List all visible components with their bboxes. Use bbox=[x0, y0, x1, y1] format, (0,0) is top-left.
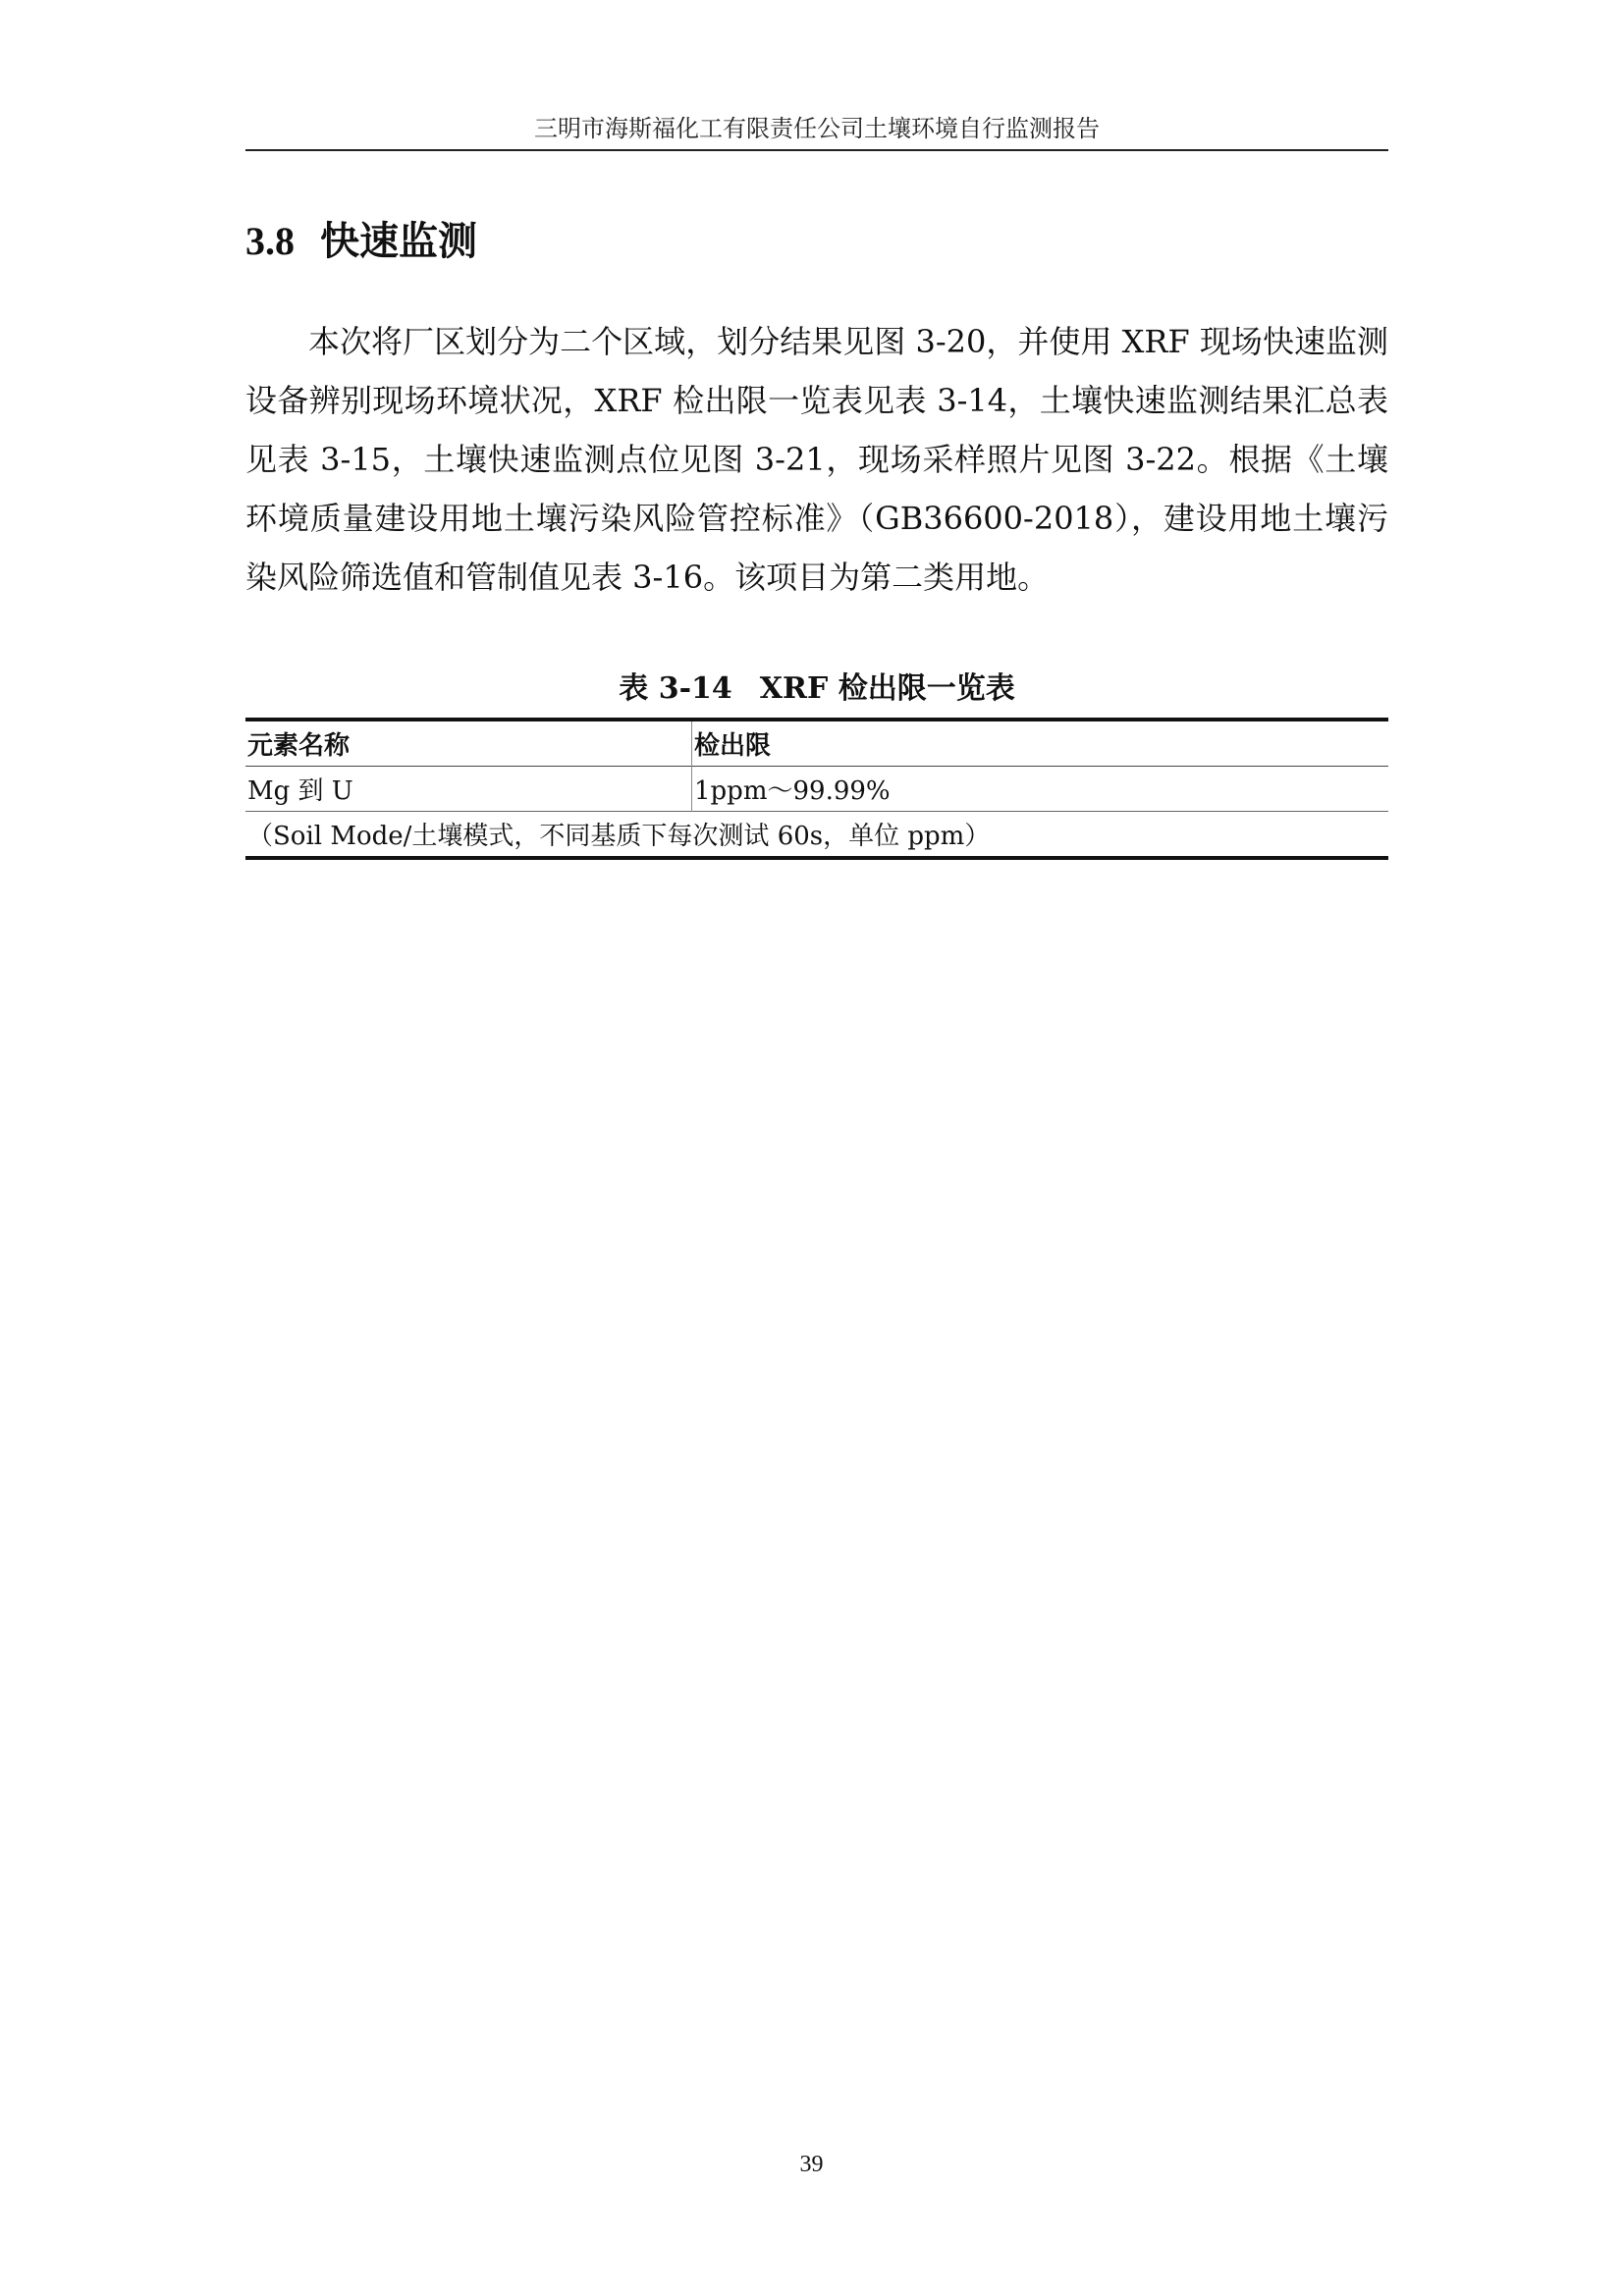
table-caption-title: XRF 检出限一览表 bbox=[759, 671, 1015, 706]
page-header bbox=[245, 108, 1388, 151]
table-note: （Soil Mode/土壤模式，不同基质下每次测试 60s，单位 ppm） bbox=[247, 822, 991, 851]
table-header-row bbox=[245, 720, 1388, 767]
section-title: 快速监测 bbox=[320, 218, 477, 264]
header-detection-limit: 检出限 bbox=[694, 731, 772, 761]
table-caption-label: 表 3-14 bbox=[619, 671, 732, 706]
page-number: 39 bbox=[799, 2152, 824, 2177]
section-heading bbox=[245, 214, 477, 269]
body-paragraph: 本次将厂区划分为二个区域，划分结果见图 3-20，并使用 XRF 现场快速监测设备辨别现场环境状况，XRF 检出限一览表见表 3-14，土壤快速监测结果汇总表见表 3-15，土壤快速监测点位见图 3-21，现场采样照片见图 3-22。根据《土壤环境质量建设用地土壤污染风险管控标准》（GB36600-2018），建设用地土壤污染风险筛选值和管制值见表 3-16。该项目为第二类用地。 bbox=[245, 323, 1388, 596]
section-number: 3.8 bbox=[245, 219, 295, 263]
table-caption bbox=[245, 667, 1388, 711]
report-title: 三明市海斯福化工有限责任公司土壤环境自行监测报告 bbox=[534, 115, 1100, 142]
table-row bbox=[245, 767, 1388, 812]
cell-element-range: Mg 到 U bbox=[245, 767, 692, 812]
table-note-row bbox=[245, 812, 1388, 859]
xrf-detection-limit-table bbox=[245, 718, 1388, 860]
header-element-name: 元素名称 bbox=[245, 720, 692, 767]
cell-detection-limit: 1ppm～99.99% bbox=[694, 776, 891, 806]
